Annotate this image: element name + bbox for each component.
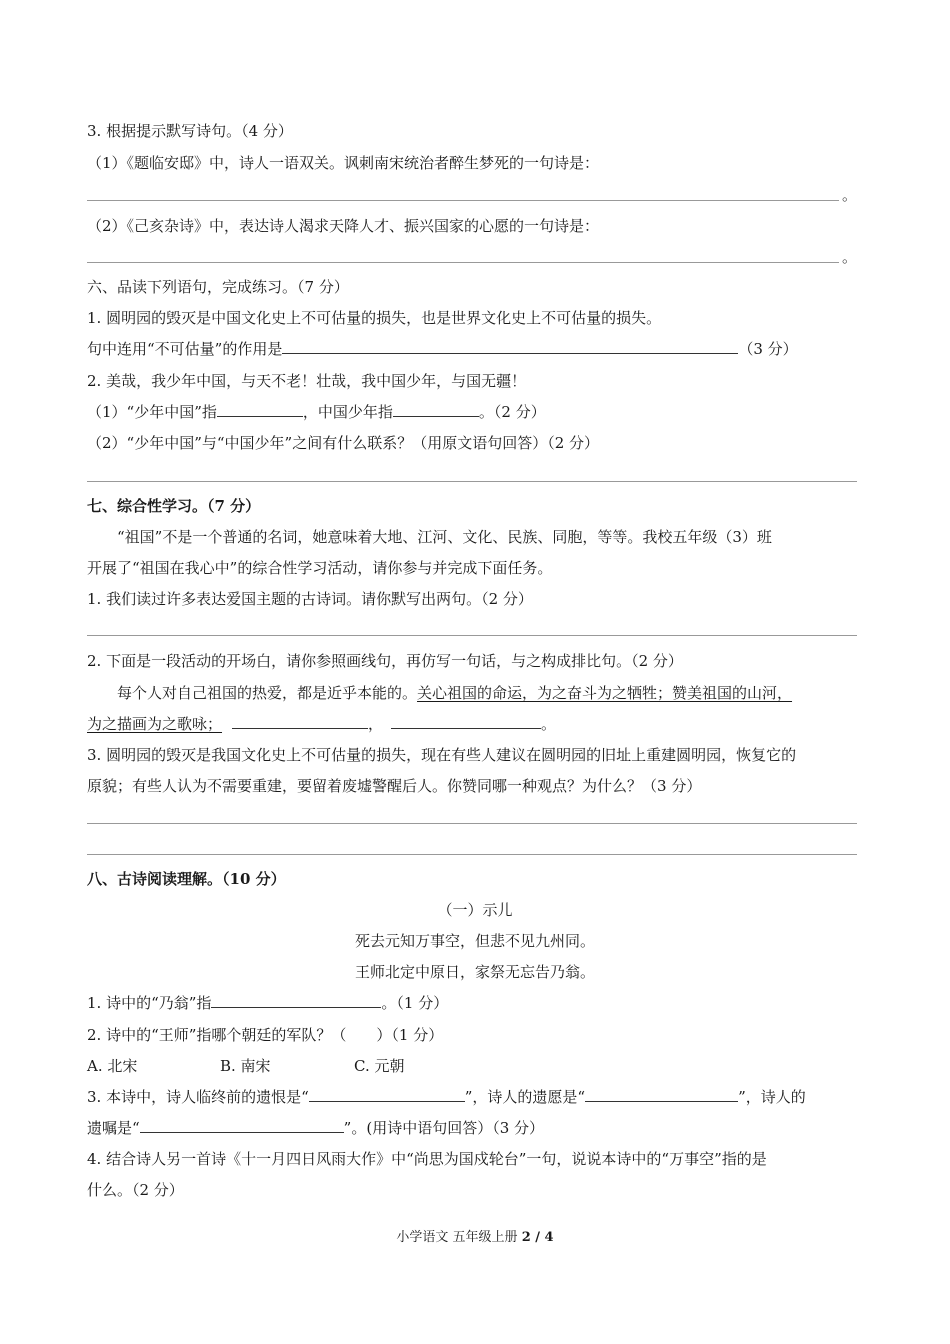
s8-q2: 2. 诗中的“王师”指哪个朝廷的军队？（ ）（1 分） (87, 1026, 444, 1044)
s8-q3-text-e: ”。(用诗中语句回答）（3 分） (343, 1119, 545, 1137)
s8-q3-text-a: 3. 本诗中，诗人临终前的遗恨是“ (87, 1088, 309, 1106)
s7-q2-underlined-2: 为之描画为之歌咏； (87, 715, 223, 733)
s8-q1-blank (211, 993, 381, 1008)
section-6-title: 六、品读下列语句，完成练习。（7 分） (87, 278, 349, 296)
footer-page-number: 2 / 4 (521, 1230, 554, 1245)
s7-q2-text-a: 每个人对自己祖国的热爱，都是近乎本能的。 (117, 684, 418, 702)
s8-q4-line-2: 什么。（2 分） (87, 1181, 184, 1199)
s6-q1-prompt: 句中连用“不可估量”的作用是 (87, 340, 283, 358)
s6-q2-1-text-b: ，中国少年指 (302, 403, 393, 421)
section-8-title: 八、古诗阅读理解。（10 分） (87, 870, 286, 888)
footer-subject: 小学语文 五年级上册 (396, 1230, 518, 1245)
s6-q1: 1. 圆明园的毁灭是中国文化史上不可估量的损失，也是世界文化史上不可估量的损失。 (87, 309, 662, 327)
poem-line-2: 王师北定中原日，家祭无忘告乃翁。 (354, 963, 595, 981)
s6-q2: 2. 美哉，我少年中国，与天不老！壮哉，我中国少年，与国无疆！ (87, 372, 527, 390)
s6-q2-2: （2）“少年中国”与“中国少年”之间有什么联系？（用原文语句回答）（2 分） (87, 434, 600, 452)
s8-q3-blank-c (140, 1118, 344, 1133)
s7-q2-comma: ， (368, 715, 384, 733)
s7-q3-line-2: 原貌；有些人认为不需要重建，要留着废墟警醒后人。你赞同哪一种观点？为什么？（3 分） (87, 777, 702, 795)
s8-q3-blank-a (309, 1087, 465, 1102)
s6-q2-1-row (87, 402, 863, 422)
s7-q2-blank-b (391, 714, 541, 729)
s8-q3-blank-b (585, 1087, 738, 1102)
s8-q2-options (87, 1056, 863, 1076)
q3-2-period: 。 (842, 248, 858, 266)
s8-q1-text: 1. 诗中的“乃翁”指 (87, 994, 212, 1012)
q3-title: 3. 根据提示默写诗句。（4 分） (87, 122, 293, 140)
s7-intro-2: 开展了“祖国在我心中”的综合性学习活动，请你参与并完成下面任务。 (87, 559, 553, 577)
s7-q1-answer-line (87, 635, 857, 636)
s6-q2-1-blank-b (393, 402, 479, 417)
page-footer (0, 1229, 950, 1247)
s6-q2-1-text-a: （1）“少年中国”指 (87, 403, 217, 421)
s8-q4-line-1: 4. 结合诗人另一首诗《十一月四日风雨大作》中“尚思为国戍轮台”一句，说说本诗中的“万事空”指的是 (87, 1150, 767, 1168)
s7-q2-blank-a (232, 714, 368, 729)
s7-q2: 2. 下面是一段活动的开场白，请你参照画线句，再仿写一句话，与之构成排比句。（2 分） (87, 652, 683, 670)
poem-title: （一）示儿 (437, 901, 513, 919)
option-a: A. 北宋 (87, 1057, 138, 1075)
s7-q2-period: 。 (541, 715, 557, 733)
s7-q1: 1. 我们读过许多表达爱国主题的古诗词。请你默写出两句。（2 分） (87, 590, 533, 608)
s7-q3-line-1: 3. 圆明园的毁灭是我国文化史上不可估量的损失，现在有些人建议在圆明园的旧址上重建圆明园，恢复它的 (87, 746, 797, 764)
s7-q3-answer-line-1 (87, 823, 857, 824)
s6-q1-prompt-row (87, 339, 863, 359)
s8-q1-row (87, 993, 863, 1013)
s7-q3-answer-line-2 (87, 854, 857, 855)
s8-q3-text-b: ”，诗人的遗愿是“ (464, 1088, 586, 1106)
s8-q3-row-2 (87, 1118, 863, 1138)
s6-q1-score: （3 分） (738, 340, 798, 358)
s8-q3-row-1 (87, 1087, 863, 1107)
s6-q2-1-blank-a (217, 402, 303, 417)
s8-q3-text-c: ”，诗人的 (738, 1088, 806, 1106)
s7-intro-1: “祖国”不是一个普通的名词，她意味着大地、江河、文化、民族、同胞，等等。我校五年级（3）班 (117, 528, 772, 546)
q3-2-answer-line (87, 262, 839, 263)
s7-q2-text-row (87, 683, 863, 703)
s7-q2-underlined-1: 关心祖国的命运，为之奋斗为之牺牲；赞美祖国的山河， (417, 684, 793, 702)
s6-q2-2-answer-line (87, 481, 857, 482)
s8-q1-score: 。（1 分） (381, 994, 449, 1012)
s6-q2-1-text-c: 。（2 分） (478, 403, 546, 421)
s6-q1-blank (282, 339, 738, 354)
q3-2-prompt: （2）《己亥杂诗》中，表达诗人渴求天降人才、振兴国家的心愿的一句诗是： (87, 217, 600, 235)
option-b: B. 南宋 (220, 1057, 271, 1075)
poem-line-1: 死去元知万事空，但悲不见九州同。 (354, 932, 595, 950)
q3-1-answer-line (87, 200, 839, 201)
s8-q3-text-d: 遗嘱是“ (87, 1119, 140, 1137)
section-7-title: 七、综合性学习。（7 分） (87, 497, 261, 515)
q3-1-prompt: （1）《题临安邸》中，诗人一语双关。讽刺南宋统治者醉生梦死的一句诗是： (87, 154, 600, 172)
s7-q2-text-row-2 (87, 714, 863, 734)
option-c: C. 元朝 (354, 1057, 405, 1075)
q3-1-period: 。 (842, 186, 858, 204)
